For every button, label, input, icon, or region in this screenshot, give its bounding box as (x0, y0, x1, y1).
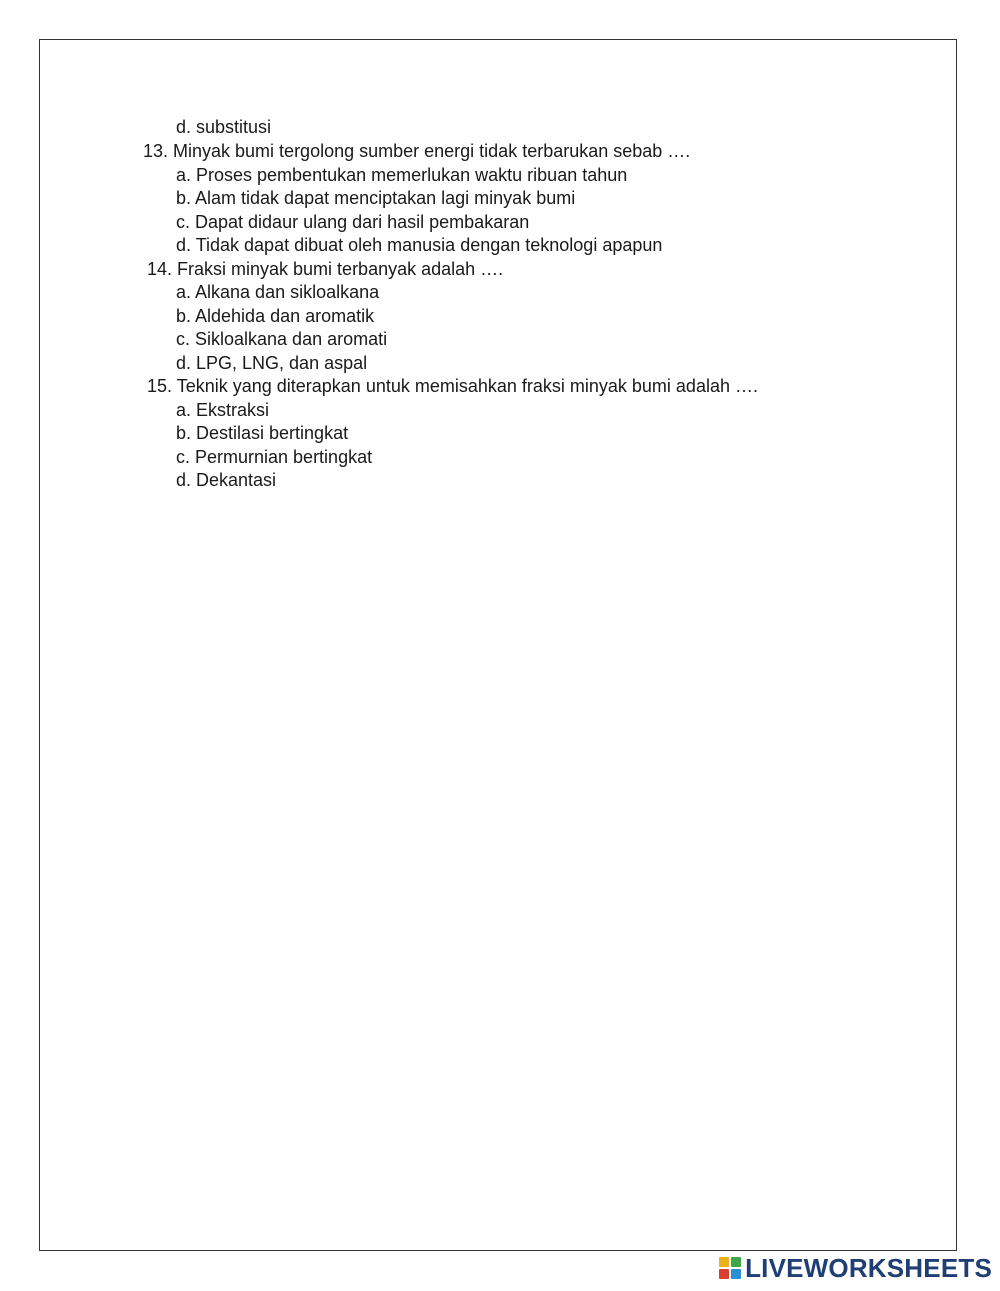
option-15c: c. Permurnian bertingkat (176, 447, 373, 467)
option-15b: b. Destilasi bertingkat (176, 423, 349, 443)
option-13b: b. Alam tidak dapat menciptakan lagi minyak bumi (176, 188, 576, 208)
option-14c: c. Sikloalkana dan aromati (176, 329, 388, 349)
option-14d: d. LPG, LNG, dan aspal (176, 353, 368, 373)
liveworksheets-logo-text: LIVEWORKSHEETS (745, 1252, 992, 1283)
option-13d: d. Tidak dapat dibuat oleh manusia dengan teknologi apapun (176, 235, 663, 255)
option-12d: d. substitusi (176, 117, 272, 137)
liveworksheets-logo-icon (719, 1257, 741, 1279)
option-14a: a. Alkana dan sikloalkana (176, 282, 380, 302)
option-15a: a. Ekstraksi (176, 400, 270, 420)
liveworksheets-logo[interactable] (719, 1251, 992, 1285)
question-15: 15. Teknik yang diterapkan untuk memisahkan fraksi minyak bumi adalah …. (147, 376, 758, 396)
question-14: 14. Fraksi minyak bumi terbanyak adalah …. (147, 259, 504, 279)
question-13: 13. Minyak bumi tergolong sumber energi tidak terbarukan sebab …. (143, 141, 691, 161)
option-14b: b. Aldehida dan aromatik (176, 306, 375, 326)
option-13c: c. Dapat didaur ulang dari hasil pembakaran (176, 212, 530, 232)
option-15d: d. Dekantasi (176, 470, 277, 490)
option-13a: a. Proses pembentukan memerlukan waktu ribuan tahun (176, 165, 628, 185)
